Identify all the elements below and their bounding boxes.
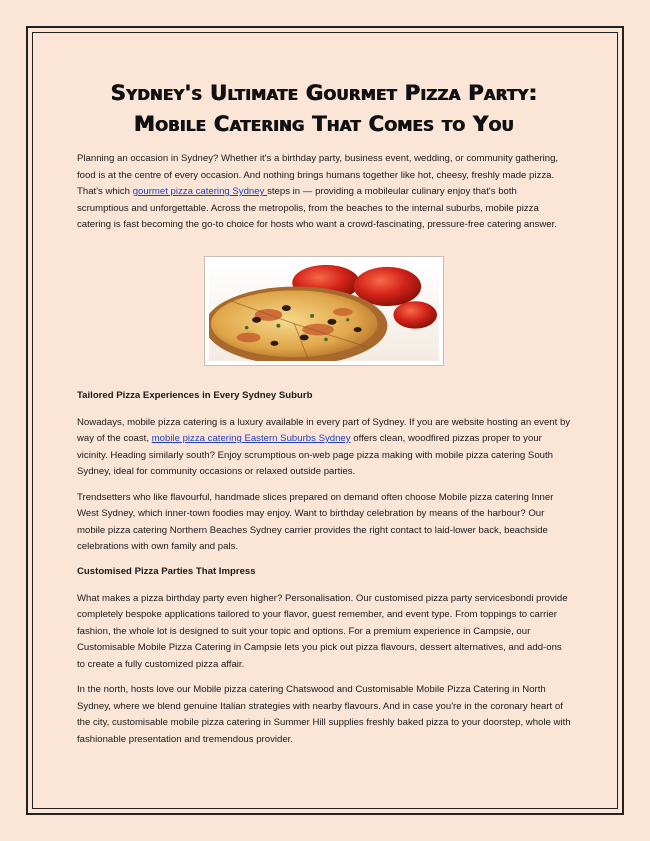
section2-paragraph-2: In the north, hosts love our Mobile pizza catering Chatswood and Customisable Mobile Pizza Catering in North Sydney, where we blend genuine Italian strategies with nearby flavours. And in case you're in the coronary heart of the city, customisable mobile pizza catering in Summer Hill supplies freshly baked pizza to your doorstep, whole with fashionable presentation and tremendous provider. [77, 684, 571, 745]
intro-text-a: Planning an occasion in Sydney? Whether it's a birthday party, business event, wedding, or community gathering, food is at the centre of every occasion. And nothing brings humans together like hot, cheesy, freshly made pizza. That's which [77, 153, 559, 197]
section-heading-customised: Customised Pizza Parties That Impress [77, 565, 256, 577]
article-body [77, 78, 571, 748]
eastern-suburbs-catering-link[interactable]: mobile pizza catering Eastern Suburbs Sydney [151, 433, 351, 444]
s1p1-text-a: Nowadays, mobile pizza catering is a luxury available in every part of Sydney. If you are website hosting an event by way of the coast, [77, 416, 571, 444]
title-line-2: Mobile Catering That Comes to You [133, 112, 515, 136]
gourmet-pizza-catering-link[interactable]: gourmet pizza catering Sydney [132, 186, 268, 197]
section2-paragraph-1: What makes a pizza birthday party even higher? Personalisation. Our customised pizza party servicesbondi provide completely bespoke applications tailored to your flavor, guest remember, and event type. From toppings to carrier fashion, the whole lot is designed to suit your topic and options. For a premium experience in Campsie, our Customisable Mobile Pizza Catering in Campsie lets you pick out pizza flavours, dessert alternatives, and add-ons to create a fully customized pizza affair. [77, 592, 568, 670]
intro-text-b: steps in — providing a mobileular culinary enjoy that's both scrumptious and unforgettable. Across the metropolis, from the beaches to the internal suburbs, mobile pizza catering is fast becoming the go-to choice for hosts who want a crowd-fascinating, pressure-free catering answer. [77, 186, 557, 230]
section1-paragraph-2: Trendsetters who like flavourful, handmade slices prepared on demand often choose Mobile pizza catering Inner West Sydney, which inner-town foodies may enjoy. Want to birthday celebration by means of the harbour? Our mobile pizza catering Northern Beaches Sydney carrier provides the right contact to laid-lower back, beachside celebrations with own family and pals. [77, 491, 554, 552]
title-line-1: Sydney's Ultimate Gourmet Pizza Party: [110, 81, 538, 105]
page-title [77, 78, 571, 140]
pizza-photo-icon [209, 261, 439, 361]
section-heading-tailored: Tailored Pizza Experiences in Every Sydney Suburb [77, 389, 313, 401]
section1-paragraph-1 [77, 415, 571, 481]
intro-paragraph [77, 151, 571, 234]
pizza-image [204, 256, 444, 366]
s1p1-text-b: offers clean, woodfired pizzas proper to your vicinity. Heading similarly south? Enjoy scrumptious on-web page pizza making with mobile pizza catering South Sydney, ideal for community occasions or relaxed outside parties. [77, 433, 554, 477]
